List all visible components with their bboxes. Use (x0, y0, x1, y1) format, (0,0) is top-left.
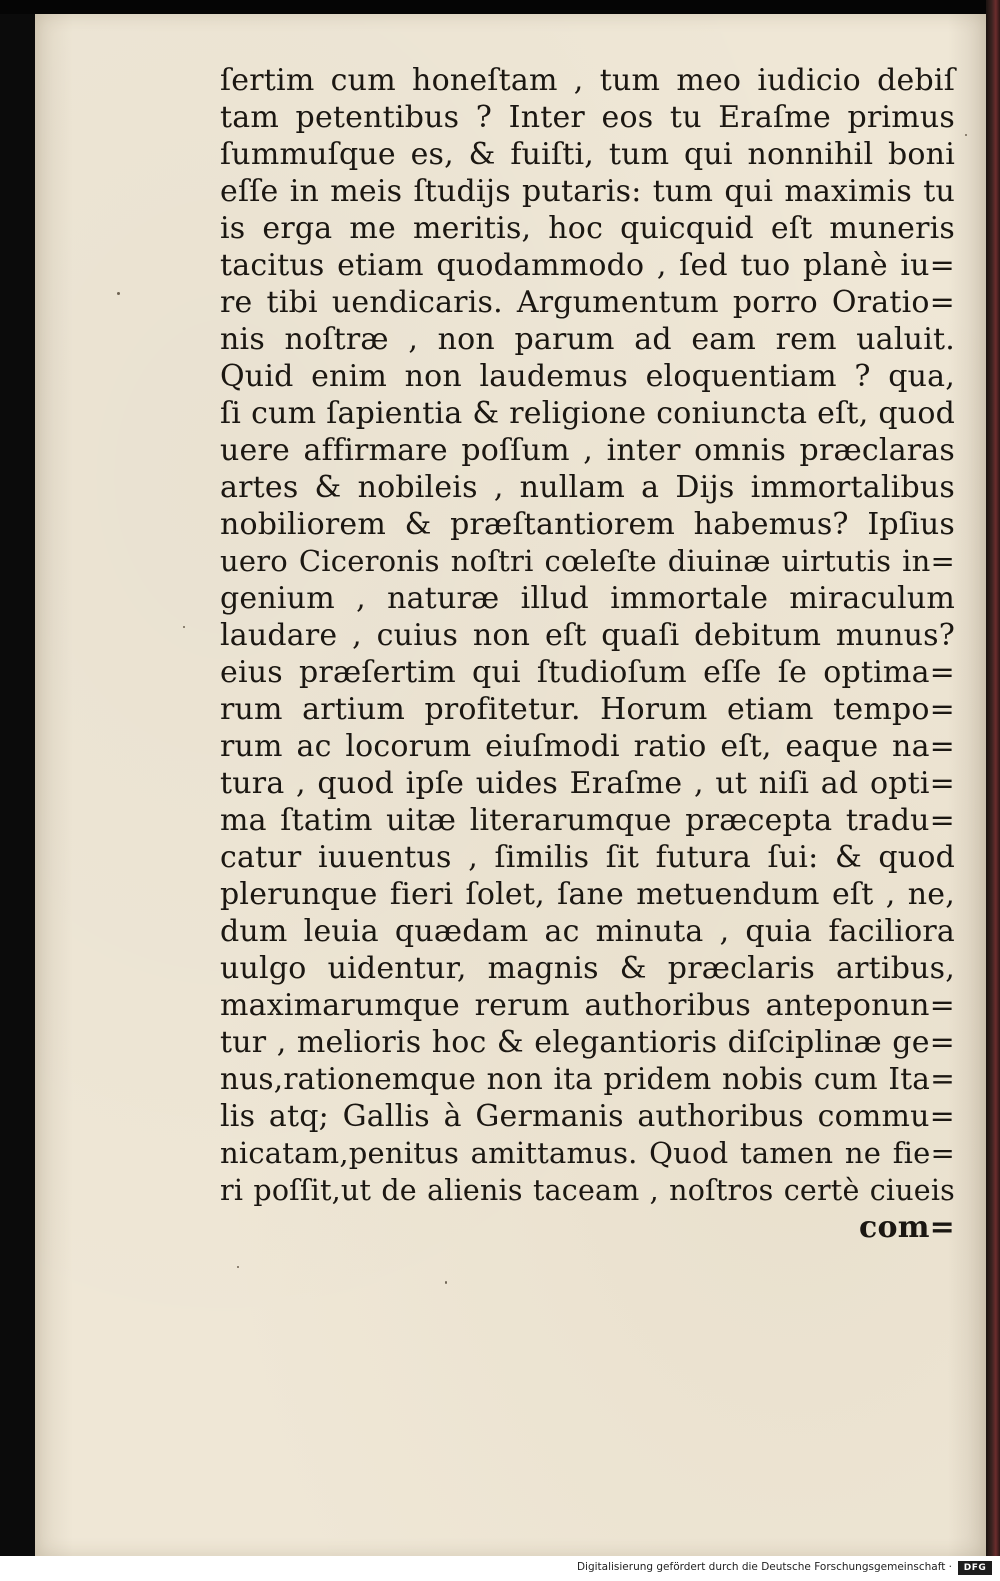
book-page (35, 14, 986, 1556)
text-line: ſi cum ſapientia & religione coniuncta eſt, quod (220, 396, 955, 431)
text-line: nus,rationemque non ita pridem nobis cum Ita= (220, 1062, 955, 1096)
text-line: re tibi uendicaris. Argumentum porro Oratio= (220, 285, 955, 320)
text-line: uero Ciceronis noſtri cœleſte diuinæ uirtutis in= (220, 544, 955, 578)
text-line: tam petentibus ? Inter eos tu Eraſme primus (220, 100, 955, 135)
text-line: uulgo uidentur, magnis & præclaris artibus, (220, 951, 955, 986)
dfg-logo: DFG (958, 1561, 992, 1575)
text-line: ſertim cum honeſtam , tum meo iudicio debiſ (220, 63, 955, 98)
text-line: laudare , cuius non eſt quaſi debitum munus? (220, 618, 955, 653)
text-line: ſummuſque es, & fuiſti, tum qui nonnihil boni (220, 137, 955, 172)
text-line: plerunque fieri ſolet, ſane metuendum eſt , ne, (220, 877, 955, 912)
text-line: genium , naturæ illud immortale miraculum (220, 581, 955, 616)
text-line: nis noſtræ , non parum ad eam rem ualuit. (220, 322, 955, 357)
text-line: dum leuia quædam ac minuta , quia faciliora (220, 914, 955, 949)
funding-notice: Digitalisierung gefördert durch die Deutsche Forschungsgemeinschaft · (576, 1561, 952, 1573)
footer-bar (0, 1556, 1000, 1581)
text-line: rum artium profitetur. Horum etiam tempo= (220, 692, 955, 727)
text-line: rum ac locorum eiuſmodi ratio eſt, eaque na= (220, 729, 955, 764)
text-line: artes & nobileis , nullam a Dijs immortalibus (220, 470, 955, 505)
text-block (220, 62, 955, 1246)
catchword: com= (859, 1210, 955, 1245)
text-line: eſſe in meis ſtudijs putaris: tum qui maximis tu (220, 174, 955, 209)
text-line: catur iuuentus , ſimilis ſit futura ſui: & quod (220, 840, 955, 875)
text-line: is erga me meritis, hoc quicquid eſt muneris (220, 211, 955, 246)
text-line: tur , melioris hoc & elegantioris diſciplinæ ge= (220, 1025, 955, 1060)
text-line: tacitus etiam quodammodo , ſed tuo planè iu= (220, 248, 955, 283)
text-line: nicatam,penitus amittamus. Quod tamen ne fie= (220, 1136, 955, 1170)
text-line: lis atq; Gallis à Germanis authoribus commu= (220, 1099, 955, 1134)
text-line: tura , quod ipſe uides Eraſme , ut niſi ad opti= (220, 766, 955, 801)
text-line: uere affirmare poſſum , inter omnis præclaras (220, 433, 955, 468)
text-line: ma ſtatim uitæ literarumque præcepta tradu= (220, 803, 955, 838)
text-line: nobiliorem & præſtantiorem habemus? Ipſius (220, 507, 955, 542)
book-binding-edge (986, 0, 1000, 1568)
text-line: eius præſertim qui ſtudioſum eſſe ſe optima= (220, 655, 955, 690)
scan-top-edge (0, 0, 1000, 14)
text-line: maximarumque rerum authoribus anteponun= (220, 988, 955, 1023)
text-line: ri poſſit,ut de alienis taceam , noſtros certè ciueis (220, 1174, 955, 1207)
text-line: Quid enim non laudemus eloquentiam ? qua, (220, 359, 955, 394)
